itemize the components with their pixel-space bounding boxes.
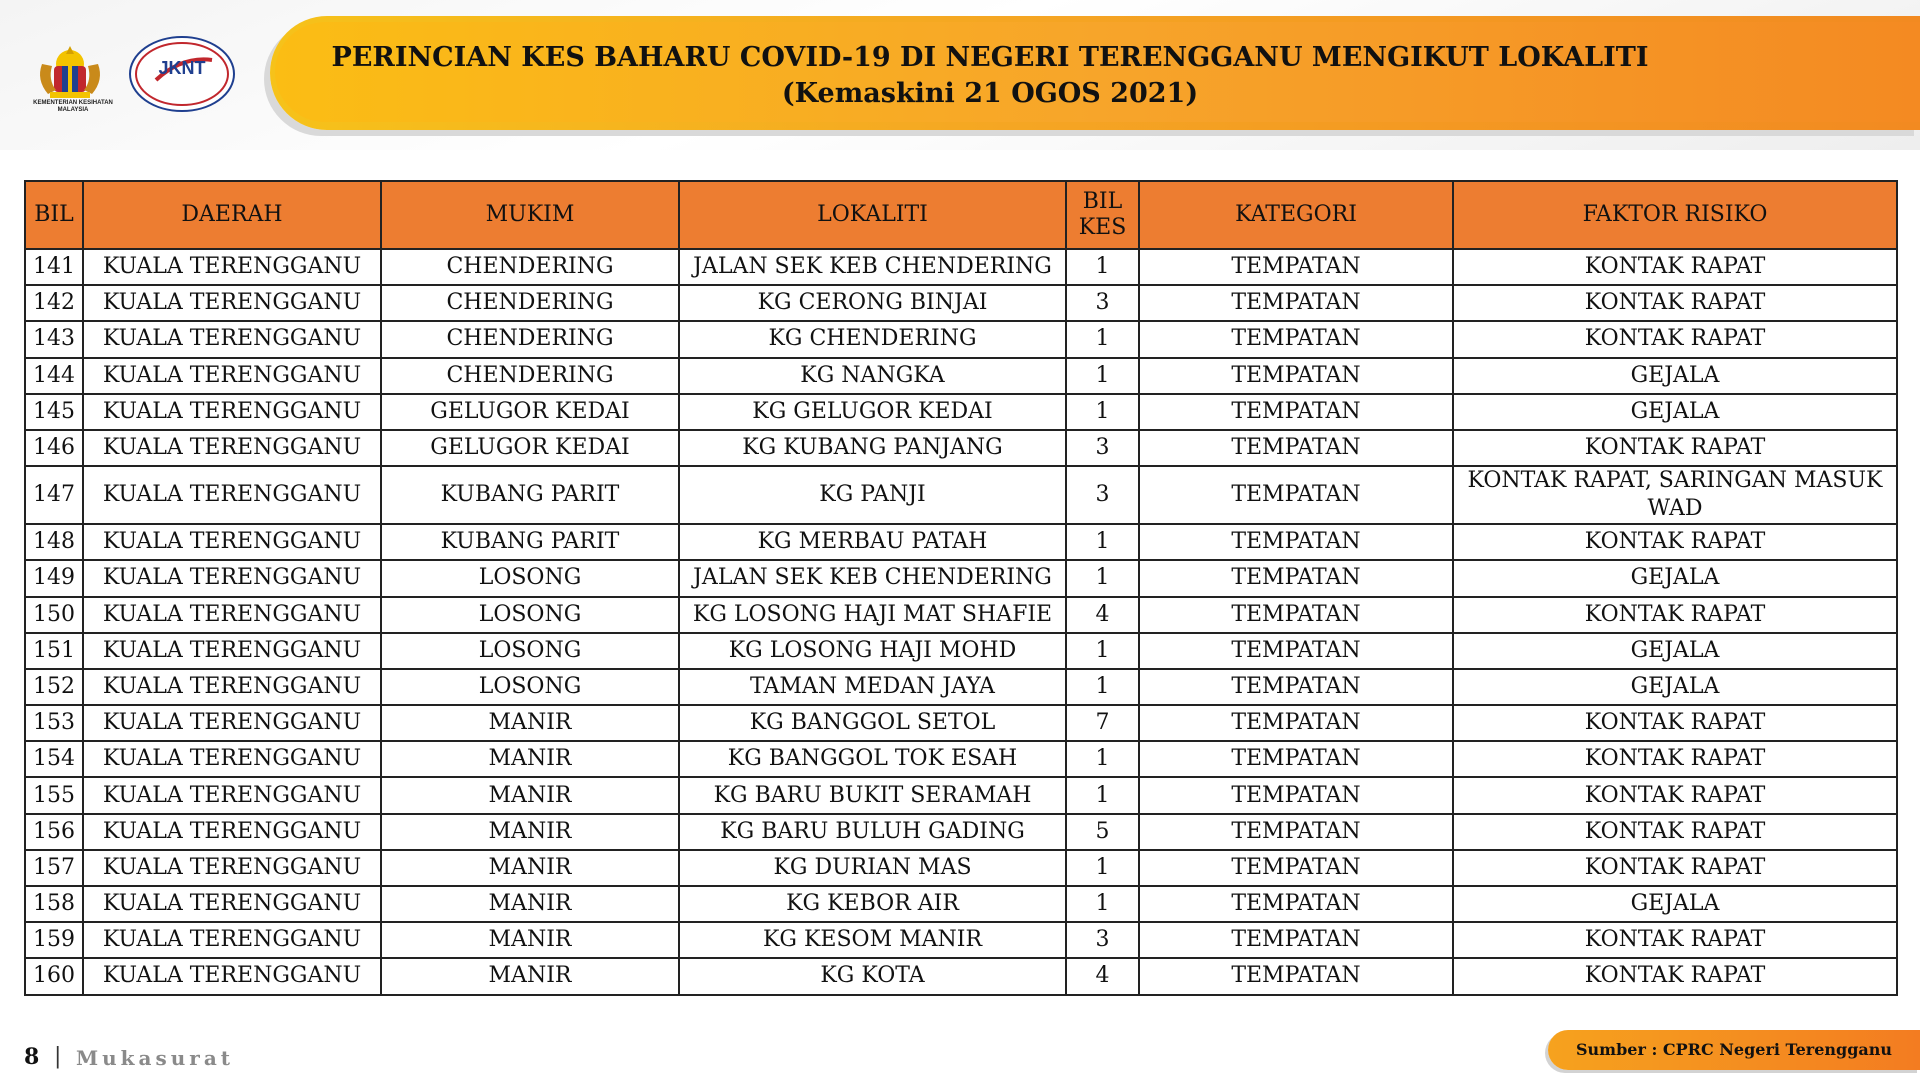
header-kategori: KATEGORI: [1139, 181, 1453, 249]
cell-mukim: MANIR: [381, 705, 679, 741]
cell-daerah: KUALA TERENGGANU: [83, 669, 381, 705]
header-bil-kes: BIL KES: [1066, 181, 1139, 249]
cell-lokaliti: JALAN SEK KEB CHENDERING: [679, 249, 1066, 285]
page-title: [270, 40, 1710, 112]
cell-bil-kes: 1: [1066, 560, 1139, 596]
cell-mukim: LOSONG: [381, 633, 679, 669]
cell-mukim: LOSONG: [381, 560, 679, 596]
cell-bil-kes: 1: [1066, 321, 1139, 357]
cell-mukim: MANIR: [381, 958, 679, 994]
cell-daerah: KUALA TERENGGANU: [83, 633, 381, 669]
cell-bil-kes: 4: [1066, 958, 1139, 994]
cell-daerah: KUALA TERENGGANU: [83, 922, 381, 958]
cell-kategori: TEMPATAN: [1139, 850, 1453, 886]
cell-daerah: KUALA TERENGGANU: [83, 886, 381, 922]
cell-faktor-risiko: KONTAK RAPAT: [1453, 597, 1897, 633]
table-row: [25, 741, 1897, 777]
cell-bil: 149: [25, 560, 83, 596]
cell-bil-kes: 1: [1066, 524, 1139, 560]
cell-bil: 155: [25, 777, 83, 813]
cell-kategori: TEMPATAN: [1139, 669, 1453, 705]
cell-faktor-risiko: KONTAK RAPAT, SARINGAN MASUK WAD: [1453, 466, 1897, 524]
cell-daerah: KUALA TERENGGANU: [83, 958, 381, 994]
cell-mukim: MANIR: [381, 741, 679, 777]
cell-bil-kes: 1: [1066, 850, 1139, 886]
cell-bil-kes: 7: [1066, 705, 1139, 741]
cell-bil-kes: 1: [1066, 394, 1139, 430]
cell-faktor-risiko: GEJALA: [1453, 669, 1897, 705]
cell-kategori: TEMPATAN: [1139, 814, 1453, 850]
cell-kategori: TEMPATAN: [1139, 922, 1453, 958]
cell-bil: 142: [25, 285, 83, 321]
cell-mukim: CHENDERING: [381, 285, 679, 321]
cell-faktor-risiko: GEJALA: [1453, 394, 1897, 430]
cell-kategori: TEMPATAN: [1139, 560, 1453, 596]
header-faktor-risiko: FAKTOR RISIKO: [1453, 181, 1897, 249]
cell-daerah: KUALA TERENGGANU: [83, 705, 381, 741]
cell-kategori: TEMPATAN: [1139, 321, 1453, 357]
cell-kategori: TEMPATAN: [1139, 886, 1453, 922]
cell-bil-kes: 1: [1066, 358, 1139, 394]
title-line-2: (Kemaskini 21 OGOS 2021): [781, 78, 1199, 109]
cell-mukim: MANIR: [381, 922, 679, 958]
cell-lokaliti: KG GELUGOR KEDAI: [679, 394, 1066, 430]
cell-lokaliti: KG LOSONG HAJI MOHD: [679, 633, 1066, 669]
cell-bil: 153: [25, 705, 83, 741]
cell-bil-kes: 3: [1066, 466, 1139, 524]
cell-bil: 143: [25, 321, 83, 357]
cell-mukim: KUBANG PARIT: [381, 524, 679, 560]
table-row: [25, 958, 1897, 994]
table-row: [25, 705, 1897, 741]
cell-mukim: LOSONG: [381, 597, 679, 633]
cell-daerah: KUALA TERENGGANU: [83, 249, 381, 285]
cell-lokaliti: KG CERONG BINJAI: [679, 285, 1066, 321]
footer-separator: |: [54, 1044, 62, 1069]
cell-faktor-risiko: KONTAK RAPAT: [1453, 321, 1897, 357]
cell-bil-kes: 1: [1066, 633, 1139, 669]
table-header-row: [25, 181, 1897, 249]
cell-kategori: TEMPATAN: [1139, 633, 1453, 669]
cell-daerah: KUALA TERENGGANU: [83, 814, 381, 850]
cell-faktor-risiko: KONTAK RAPAT: [1453, 705, 1897, 741]
cell-mukim: CHENDERING: [381, 358, 679, 394]
cell-daerah: KUALA TERENGGANU: [83, 430, 381, 466]
table-row: [25, 814, 1897, 850]
table-row: [25, 669, 1897, 705]
cell-lokaliti: KG CHENDERING: [679, 321, 1066, 357]
cell-faktor-risiko: GEJALA: [1453, 633, 1897, 669]
cell-faktor-risiko: KONTAK RAPAT: [1453, 814, 1897, 850]
cell-bil: 145: [25, 394, 83, 430]
cell-faktor-risiko: KONTAK RAPAT: [1453, 285, 1897, 321]
cell-daerah: KUALA TERENGGANU: [83, 321, 381, 357]
cell-daerah: KUALA TERENGGANU: [83, 850, 381, 886]
cell-bil-kes: 3: [1066, 922, 1139, 958]
table-row: [25, 597, 1897, 633]
cell-daerah: KUALA TERENGGANU: [83, 524, 381, 560]
cell-faktor-risiko: KONTAK RAPAT: [1453, 524, 1897, 560]
crest-caption: KEMENTERIAN KESIHATAN MALAYSIA: [33, 100, 113, 113]
cell-bil: 146: [25, 430, 83, 466]
cell-daerah: KUALA TERENGGANU: [83, 777, 381, 813]
cell-kategori: TEMPATAN: [1139, 597, 1453, 633]
table-row: [25, 430, 1897, 466]
cell-lokaliti: KG BARU BUKIT SERAMAH: [679, 777, 1066, 813]
cell-kategori: TEMPATAN: [1139, 430, 1453, 466]
logo-group: [18, 30, 248, 130]
cell-bil: 144: [25, 358, 83, 394]
cell-bil-kes: 3: [1066, 430, 1139, 466]
cell-kategori: TEMPATAN: [1139, 358, 1453, 394]
cell-lokaliti: KG BANGGOL TOK ESAH: [679, 741, 1066, 777]
cell-kategori: TEMPATAN: [1139, 466, 1453, 524]
table-row: [25, 922, 1897, 958]
cell-lokaliti: KG KEBOR AIR: [679, 886, 1066, 922]
header-daerah: DAERAH: [83, 181, 381, 249]
cell-faktor-risiko: KONTAK RAPAT: [1453, 777, 1897, 813]
cell-kategori: TEMPATAN: [1139, 524, 1453, 560]
cell-daerah: KUALA TERENGGANU: [83, 394, 381, 430]
cell-bil: 157: [25, 850, 83, 886]
cell-bil-kes: 1: [1066, 741, 1139, 777]
cell-faktor-risiko: GEJALA: [1453, 358, 1897, 394]
header-bil: BIL: [25, 181, 83, 249]
cell-mukim: MANIR: [381, 777, 679, 813]
title-line-1: PERINCIAN KES BAHARU COVID-19 DI NEGERI TERENGGANU MENGIKUT LOKALITI: [331, 42, 1649, 73]
cell-bil-kes: 1: [1066, 777, 1139, 813]
cell-mukim: KUBANG PARIT: [381, 466, 679, 524]
table-row: [25, 466, 1897, 524]
jknt-logo-text: JKNT: [158, 58, 206, 78]
cell-bil: 152: [25, 669, 83, 705]
cell-faktor-risiko: KONTAK RAPAT: [1453, 249, 1897, 285]
cell-lokaliti: JALAN SEK KEB CHENDERING: [679, 560, 1066, 596]
cell-bil-kes: 5: [1066, 814, 1139, 850]
cell-bil: 141: [25, 249, 83, 285]
cell-daerah: KUALA TERENGGANU: [83, 466, 381, 524]
source-badge: Sumber : CPRC Negeri Terengganu: [1548, 1030, 1920, 1070]
table-row: [25, 524, 1897, 560]
cell-lokaliti: KG KESOM MANIR: [679, 922, 1066, 958]
cell-kategori: TEMPATAN: [1139, 285, 1453, 321]
cell-lokaliti: TAMAN MEDAN JAYA: [679, 669, 1066, 705]
table-row: [25, 777, 1897, 813]
jknt-logo: [126, 34, 238, 114]
cell-kategori: TEMPATAN: [1139, 249, 1453, 285]
cell-faktor-risiko: GEJALA: [1453, 560, 1897, 596]
cell-mukim: MANIR: [381, 886, 679, 922]
cell-bil-kes: 1: [1066, 886, 1139, 922]
cell-faktor-risiko: KONTAK RAPAT: [1453, 958, 1897, 994]
cell-lokaliti: KG KOTA: [679, 958, 1066, 994]
cell-faktor-risiko: KONTAK RAPAT: [1453, 430, 1897, 466]
cell-kategori: TEMPATAN: [1139, 741, 1453, 777]
cell-bil: 148: [25, 524, 83, 560]
cell-faktor-risiko: GEJALA: [1453, 886, 1897, 922]
cell-kategori: TEMPATAN: [1139, 958, 1453, 994]
table-row: [25, 850, 1897, 886]
cell-lokaliti: KG PANJI: [679, 466, 1066, 524]
cell-mukim: CHENDERING: [381, 249, 679, 285]
cell-kategori: TEMPATAN: [1139, 705, 1453, 741]
table-row: [25, 886, 1897, 922]
cell-lokaliti: KG DURIAN MAS: [679, 850, 1066, 886]
cell-mukim: MANIR: [381, 814, 679, 850]
header-lokaliti: LOKALITI: [679, 181, 1066, 249]
cell-faktor-risiko: KONTAK RAPAT: [1453, 741, 1897, 777]
cell-daerah: KUALA TERENGGANU: [83, 741, 381, 777]
cell-lokaliti: KG BARU BULUH GADING: [679, 814, 1066, 850]
cell-bil: 158: [25, 886, 83, 922]
page-label: Mukasurat: [76, 1046, 235, 1070]
table-row: [25, 560, 1897, 596]
cell-lokaliti: KG BANGGOL SETOL: [679, 705, 1066, 741]
cell-bil-kes: 1: [1066, 669, 1139, 705]
cell-bil: 154: [25, 741, 83, 777]
cell-kategori: TEMPATAN: [1139, 394, 1453, 430]
cell-mukim: GELUGOR KEDAI: [381, 430, 679, 466]
cell-bil: 147: [25, 466, 83, 524]
cases-table: [24, 180, 1898, 996]
cell-bil-kes: 4: [1066, 597, 1139, 633]
cell-lokaliti: KG MERBAU PATAH: [679, 524, 1066, 560]
table-row: [25, 249, 1897, 285]
cell-bil: 159: [25, 922, 83, 958]
cell-mukim: MANIR: [381, 850, 679, 886]
cell-mukim: LOSONG: [381, 669, 679, 705]
cell-bil: 150: [25, 597, 83, 633]
table-row: [25, 285, 1897, 321]
cell-mukim: CHENDERING: [381, 321, 679, 357]
cell-faktor-risiko: KONTAK RAPAT: [1453, 922, 1897, 958]
cell-daerah: KUALA TERENGGANU: [83, 358, 381, 394]
table-row: [25, 633, 1897, 669]
cell-mukim: GELUGOR KEDAI: [381, 394, 679, 430]
cell-bil: 156: [25, 814, 83, 850]
page-number: 8: [24, 1044, 40, 1070]
table-row: [25, 394, 1897, 430]
cell-lokaliti: KG LOSONG HAJI MAT SHAFIE: [679, 597, 1066, 633]
cell-daerah: KUALA TERENGGANU: [83, 285, 381, 321]
cell-daerah: KUALA TERENGGANU: [83, 597, 381, 633]
table-row: [25, 321, 1897, 357]
table-body: [25, 249, 1897, 995]
cell-bil: 151: [25, 633, 83, 669]
cell-daerah: KUALA TERENGGANU: [83, 560, 381, 596]
table-row: [25, 358, 1897, 394]
cell-faktor-risiko: KONTAK RAPAT: [1453, 850, 1897, 886]
cell-bil: 160: [25, 958, 83, 994]
cell-kategori: TEMPATAN: [1139, 777, 1453, 813]
cell-lokaliti: KG NANGKA: [679, 358, 1066, 394]
cell-bil-kes: 3: [1066, 285, 1139, 321]
cell-lokaliti: KG KUBANG PANJANG: [679, 430, 1066, 466]
cell-bil-kes: 1: [1066, 249, 1139, 285]
header-mukim: MUKIM: [381, 181, 679, 249]
